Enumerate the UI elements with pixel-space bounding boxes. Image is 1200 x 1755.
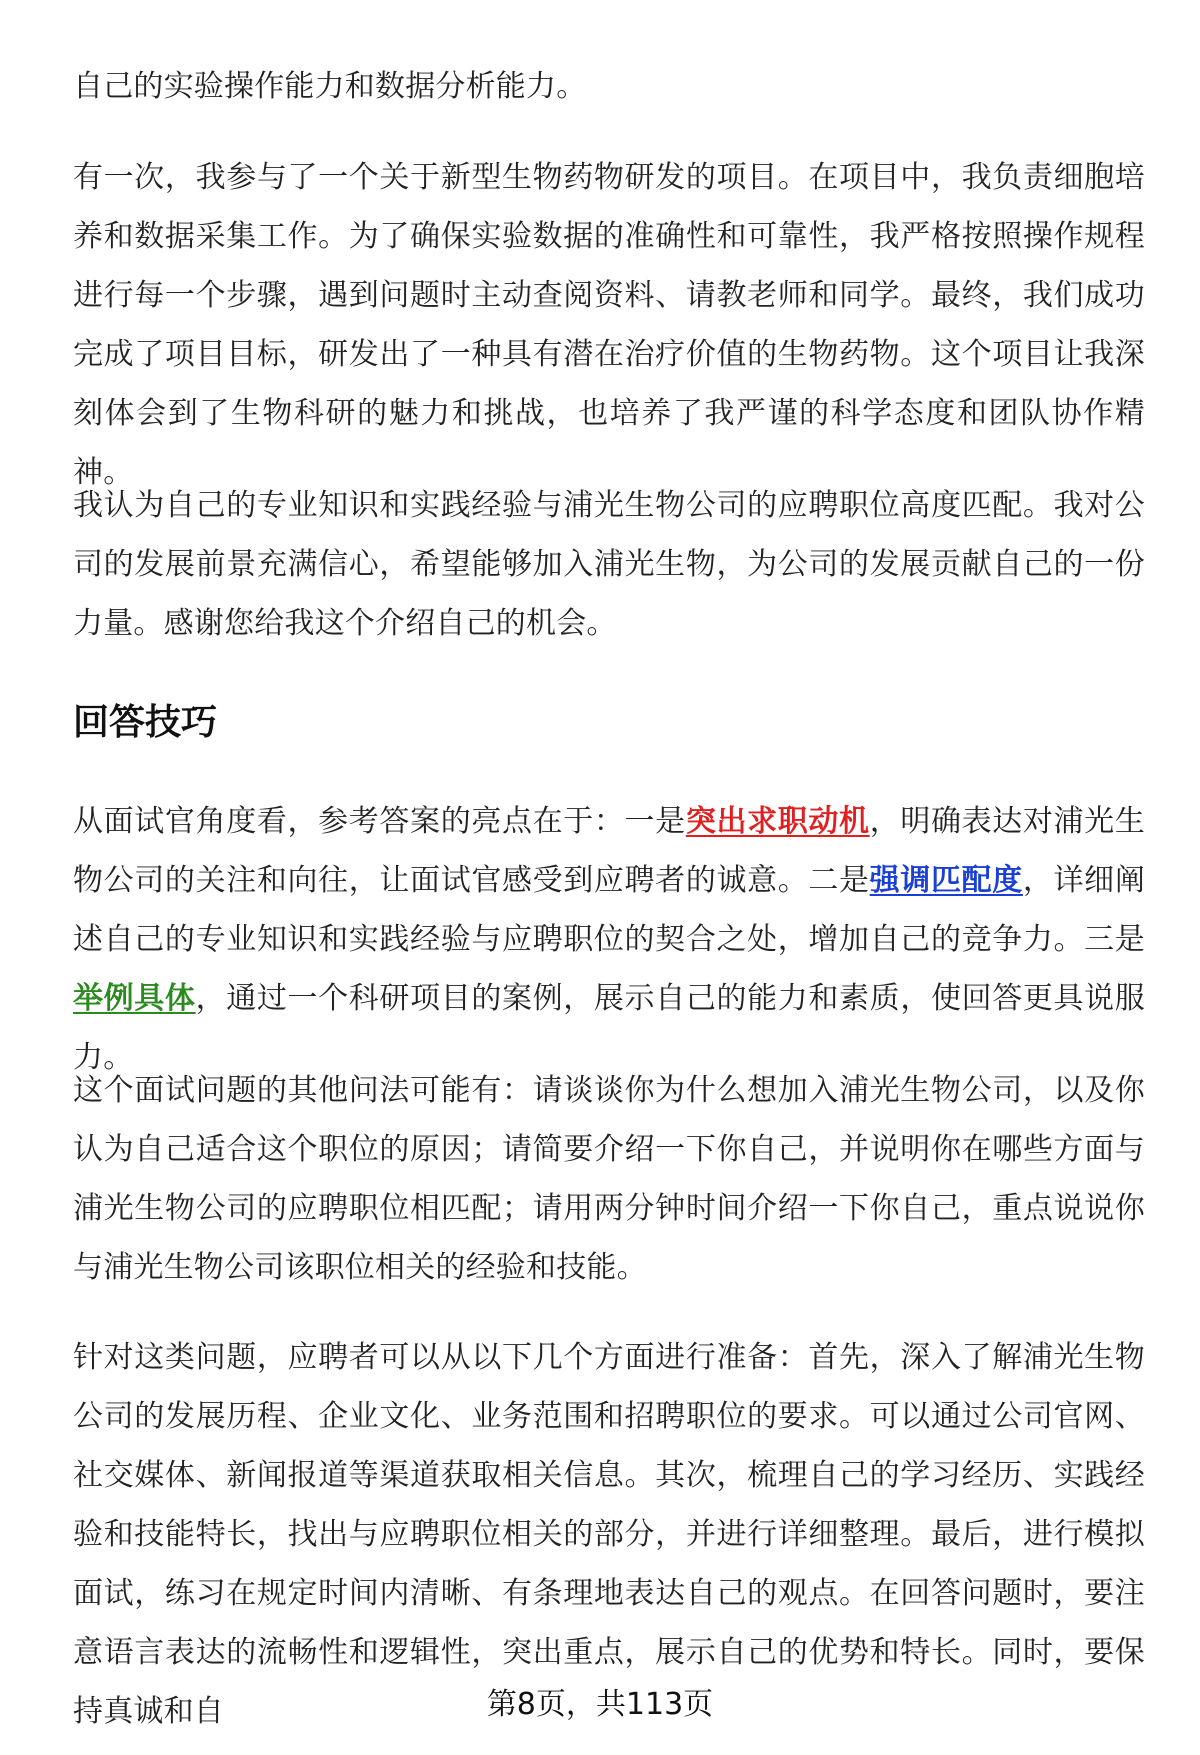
- highlights-text-3: ，详细阐述自己的专业知识和实践经验与应聘职位的契合之处，增加自己的竞争力。三是: [73, 863, 1146, 957]
- paragraph-answer-highlights: [73, 792, 1145, 1087]
- highlights-text-2: ，明确表达对浦光生物公司的关注和向往，让面试官感受到应聘者的诚意。二是: [73, 804, 1146, 898]
- highlights-text-4: ，通过一个科研项目的案例，展示自己的能力和素质，使回答更具说服力。: [73, 981, 1145, 1075]
- highlight-motivation: 突出求职动机: [685, 804, 870, 839]
- page-number: 第8页，共113页: [486, 1687, 714, 1722]
- paragraph-skills-continuation: 自己的实验操作能力和数据分析能力。: [73, 69, 587, 104]
- highlights-text-1: 从面试官角度看，参考答案的亮点在于：一是: [73, 804, 686, 839]
- paragraph-alternative-questions: 这个面试问题的其他问法可能有：请谈谈你为什么想加入浦光生物公司，以及你认为自己适合这个职位的原因；请简要介绍一下你自己，并说明你在哪些方面与浦光生物公司的应聘职位相匹配；请用两分钟时间介绍一下你自己，重点说说你与浦光生物公司该职位相关的经验和技能。: [73, 1073, 1145, 1285]
- paragraph-closing-statement: 我认为自己的专业知识和实践经验与浦光生物公司的应聘职位高度匹配。我对公司的发展前景充满信心，希望能够加入浦光生物，为公司的发展贡献自己的一份力量。感谢您给我这个介绍自己的机会。: [73, 488, 1145, 641]
- paragraph-preparation-tips: 针对这类问题，应聘者可以从以下几个方面进行准备：首先，深入了解浦光生物公司的发展历程、企业文化、业务范围和招聘职位的要求。可以通过公司官网、社交媒体、新闻报道等渠道获取相关信息。其次，梳理自己的学习经历、实践经验和技能特长，找出与应聘职位相关的部分，并进行详细整理。最后，进行模拟面试，练习在规定时间内清晰、有条理地表达自己的观点。在回答问题时，要注意语言表达的流畅性和逻辑性，突出重点，展示自己的优势和特长。同时，要保持真诚和自: [73, 1340, 1145, 1729]
- highlight-match: 强调匹配度: [869, 863, 1023, 898]
- paragraph-project-experience: 有一次，我参与了一个关于新型生物药物研发的项目。在项目中，我负责细胞培养和数据采集工作。为了确保实验数据的准确性和可靠性，我严格按照操作规程进行每一个步骤，遇到问题时主动查阅资料、请教老师和同学。最终，我们成功完成了项目目标，研发出了一种具有潜在治疗价值的生物药物。这个项目让我深刻体会到了生物科研的魅力和挑战，也培养了我严谨的科学态度和团队协作精神。: [73, 160, 1145, 490]
- highlight-example: 举例具体: [73, 981, 196, 1016]
- section-heading: 回答技巧: [73, 702, 218, 743]
